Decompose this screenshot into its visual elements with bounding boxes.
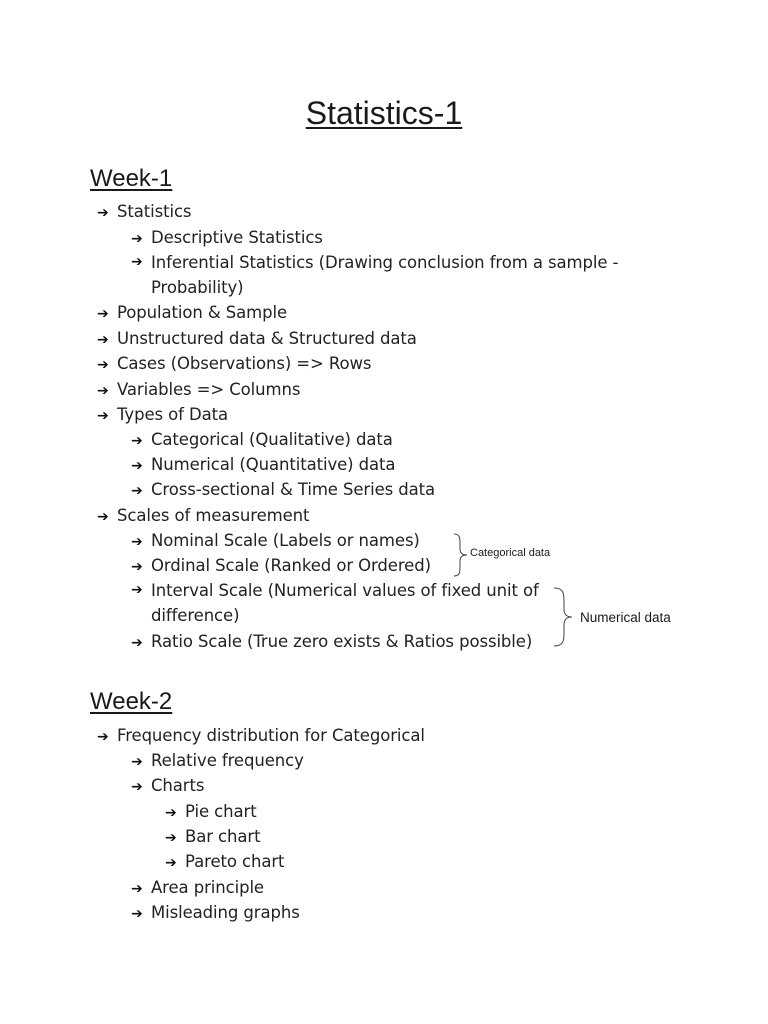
arrow-icon: ➔: [97, 357, 109, 373]
arrow-icon: ➔: [131, 483, 143, 499]
list-item: [131, 427, 393, 454]
list-item-text: Variables => Columns: [117, 380, 301, 399]
list-item-text: Statistics: [117, 202, 192, 221]
arrow-icon: ➔: [165, 855, 177, 871]
document-title: Statistics-1: [305, 95, 463, 131]
list-item-text: Scales of measurement: [117, 506, 310, 525]
list-item-text: Pareto chart: [185, 852, 285, 871]
list-item-text: Inferential Statistics (Drawing conclusion from a sample - Probability): [151, 253, 619, 297]
arrow-icon: ➔: [97, 306, 109, 322]
arrow-icon: ➔: [131, 559, 143, 575]
arrow-icon: ➔: [97, 408, 109, 424]
arrow-icon: ➔: [131, 754, 143, 770]
list-item-text: Cross-sectional & Time Series data: [151, 480, 436, 499]
list-item: [131, 477, 435, 504]
arrow-icon: ➔: [131, 779, 143, 795]
list-item: [131, 225, 323, 252]
list-item: [97, 402, 228, 429]
week-1-heading: Week-1: [90, 165, 173, 192]
list-item: [131, 900, 300, 927]
numerical-brace: [550, 586, 580, 648]
list-item: [131, 578, 551, 628]
arrow-icon: ➔: [97, 383, 109, 399]
list-item-text: Interval Scale (Numerical values of fixed unit of difference): [151, 581, 539, 625]
arrow-icon: ➔: [131, 906, 143, 922]
list-item-text: Frequency distribution for Categorical: [117, 726, 425, 745]
list-item: [131, 528, 420, 555]
list-item: [97, 326, 417, 353]
arrow-icon: ➔: [131, 881, 143, 897]
arrow-icon: ➔: [131, 433, 143, 449]
list-item-text: Bar chart: [185, 827, 261, 846]
list-item-text: Population & Sample: [117, 303, 288, 322]
list-item-text: Nominal Scale (Labels or names): [151, 531, 420, 550]
list-item-text: Types of Data: [117, 405, 228, 424]
arrow-icon: ➔: [97, 509, 109, 525]
categorical-data-label: Categorical data: [470, 547, 551, 559]
list-item: [131, 452, 395, 479]
list-item-text: Relative frequency: [151, 751, 304, 770]
list-item: [131, 748, 304, 775]
list-item: [131, 875, 264, 902]
list-item-text: Numerical (Quantitative) data: [151, 455, 396, 474]
list-item: [165, 849, 284, 876]
list-item: [97, 199, 191, 226]
list-item: [131, 629, 532, 656]
list-item-text: Ordinal Scale (Ranked or Ordered): [151, 556, 431, 575]
list-item-text: Cases (Observations) => Rows: [117, 354, 372, 373]
list-item-text: Charts: [151, 776, 205, 795]
list-item: [131, 250, 651, 300]
arrow-icon: ➔: [97, 205, 109, 221]
list-item-text: Ratio Scale (True zero exists & Ratios possible): [151, 632, 533, 651]
list-item: [97, 723, 425, 750]
arrow-icon: ➔: [97, 332, 109, 348]
list-item-text: Categorical (Qualitative) data: [151, 430, 393, 449]
list-item-text: Descriptive Statistics: [151, 228, 323, 247]
arrow-icon: ➔: [165, 830, 177, 846]
list-item-text: Unstructured data & Structured data: [117, 329, 417, 348]
list-item: [131, 553, 431, 580]
list-item: [97, 351, 371, 378]
arrow-icon: ➔: [131, 534, 143, 550]
list-item: [97, 300, 287, 327]
list-item-text: Area principle: [151, 878, 264, 897]
list-item-text: Misleading graphs: [151, 903, 300, 922]
arrow-icon: ➔: [131, 582, 143, 598]
list-item: [165, 824, 260, 851]
numerical-data-label: Numerical data: [580, 610, 671, 625]
arrow-icon: ➔: [165, 805, 177, 821]
week-2-heading: Week-2: [90, 688, 173, 715]
list-item: [97, 503, 309, 530]
arrow-icon: ➔: [97, 729, 109, 745]
arrow-icon: ➔: [131, 458, 143, 474]
list-item: [165, 799, 257, 826]
arrow-icon: ➔: [131, 231, 143, 247]
arrow-icon: ➔: [131, 635, 143, 651]
list-item-text: Pie chart: [185, 802, 257, 821]
list-item: [97, 377, 300, 404]
arrow-icon: ➔: [131, 254, 143, 270]
list-item: [131, 773, 204, 800]
